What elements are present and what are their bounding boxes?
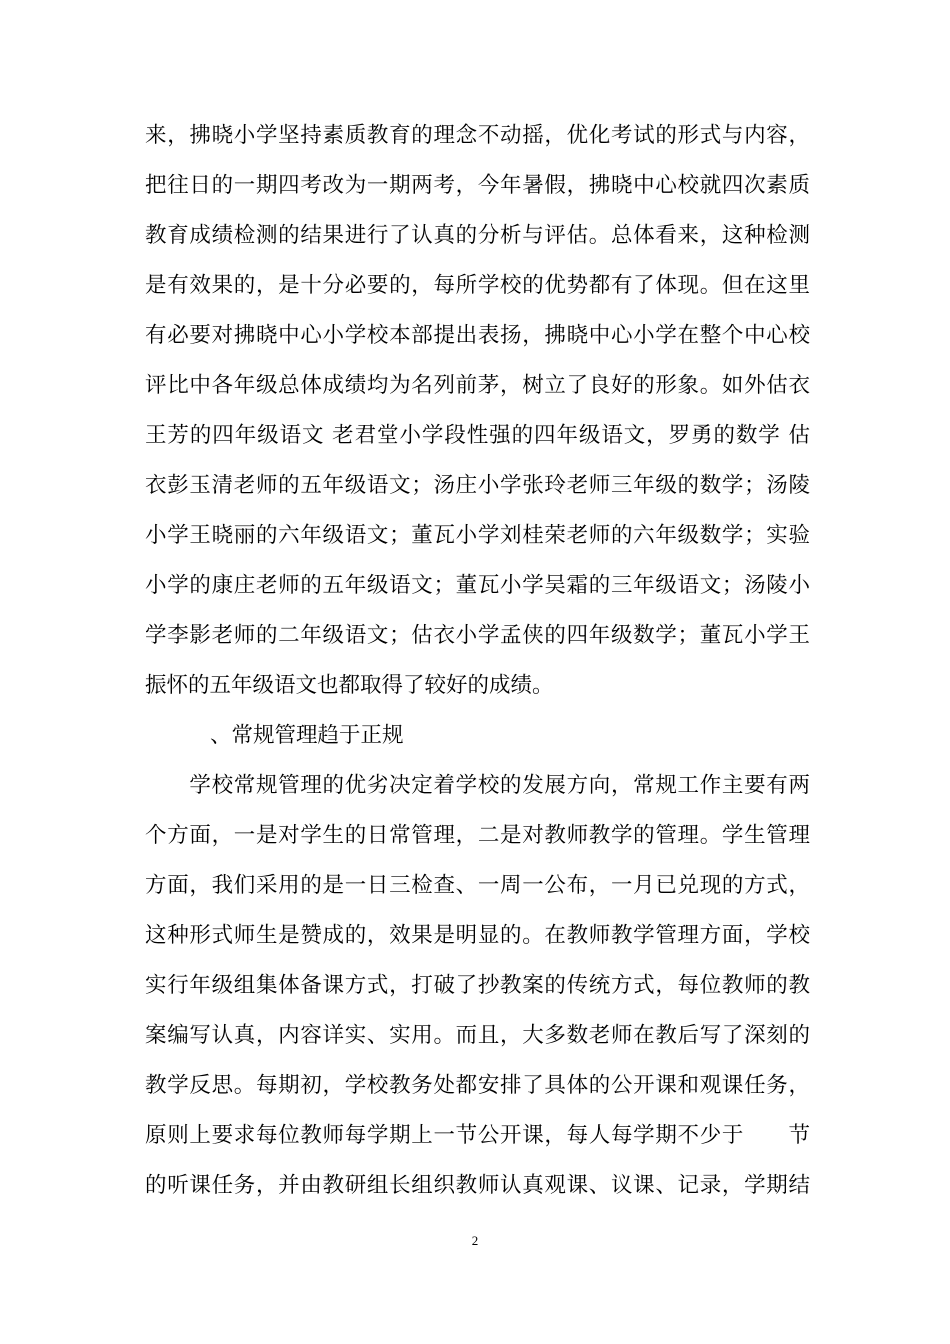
paragraph-line: 小学的康庄老师的五年级语文；董瓦小学吴霜的三年级语文；汤陵小 [145,573,810,598]
paragraph-line: 学校常规管理的优劣决定着学校的发展方向，常规工作主要有两 [145,773,810,798]
paragraph-line: 实行年级组集体备课方式，打破了抄教案的传统方式，每位教师的教 [145,973,810,998]
paragraph-line: 振怀的五年级语文也都取得了较好的成绩。 [145,673,554,698]
paragraph-line: 案编写认真，内容详实、实用。而且，大多数老师在教后写了深刻的 [145,1023,810,1048]
page-number: 2 [471,1233,479,1248]
paragraph-line: 这种形式师生是赞成的，效果是明显的。在教师教学管理方面，学校 [145,923,810,948]
paragraph-line: 有必要对拂晓中心小学校本部提出表扬，拂晓中心小学在整个中心校 [145,323,810,348]
paragraph-line: 学李影老师的二年级语文；估衣小学孟侠的四年级数学；董瓦小学王 [145,623,810,648]
paragraph-line: 衣彭玉清老师的五年级语文；汤庄小学张玲老师三年级的数学；汤陵 [145,473,810,498]
paragraph-line: 来，拂晓小学坚持素质教育的理念不动摇，优化考试的形式与内容， [145,123,810,148]
paragraph-line: 王芳的四年级语文 老君堂小学段性强的四年级语文，罗勇的数学 估 [145,423,810,448]
paragraph-line: 原则上要求每位教师每学期上一节公开课，每人每学期不少于 节 [145,1123,810,1148]
paragraph-line: 方面，我们采用的是一日三检查、一周一公布，一月已兑现的方式， [145,873,810,898]
paragraph-line: 小学王晓丽的六年级语文；董瓦小学刘桂荣老师的六年级数学；实验 [145,523,810,548]
paragraph-line: 是有效果的，是十分必要的，每所学校的优势都有了体现。但在这里 [145,273,810,298]
paragraph-line: 个方面，一是对学生的日常管理，二是对教师教学的管理。学生管理 [145,823,810,848]
paragraph-line: 教育成绩检测的结果进行了认真的分析与评估。总体看来，这种检测 [145,223,810,248]
paragraph-line: 教学反思。每期初，学校教务处都安排了具体的公开课和观课任务， [145,1073,810,1098]
paragraph-line: 把往日的一期四考改为一期两考，今年暑假，拂晓中心校就四次素质 [145,173,810,198]
paragraph-line: 的听课任务，并由教研组长组织教师认真观课、议课、记录，学期结 [145,1173,810,1198]
paragraph-line: 评比中各年级总体成绩均为名列前茅，树立了良好的形象。如外估衣 [145,373,810,398]
section-heading: 、常规管理趋于正规 [210,723,404,748]
